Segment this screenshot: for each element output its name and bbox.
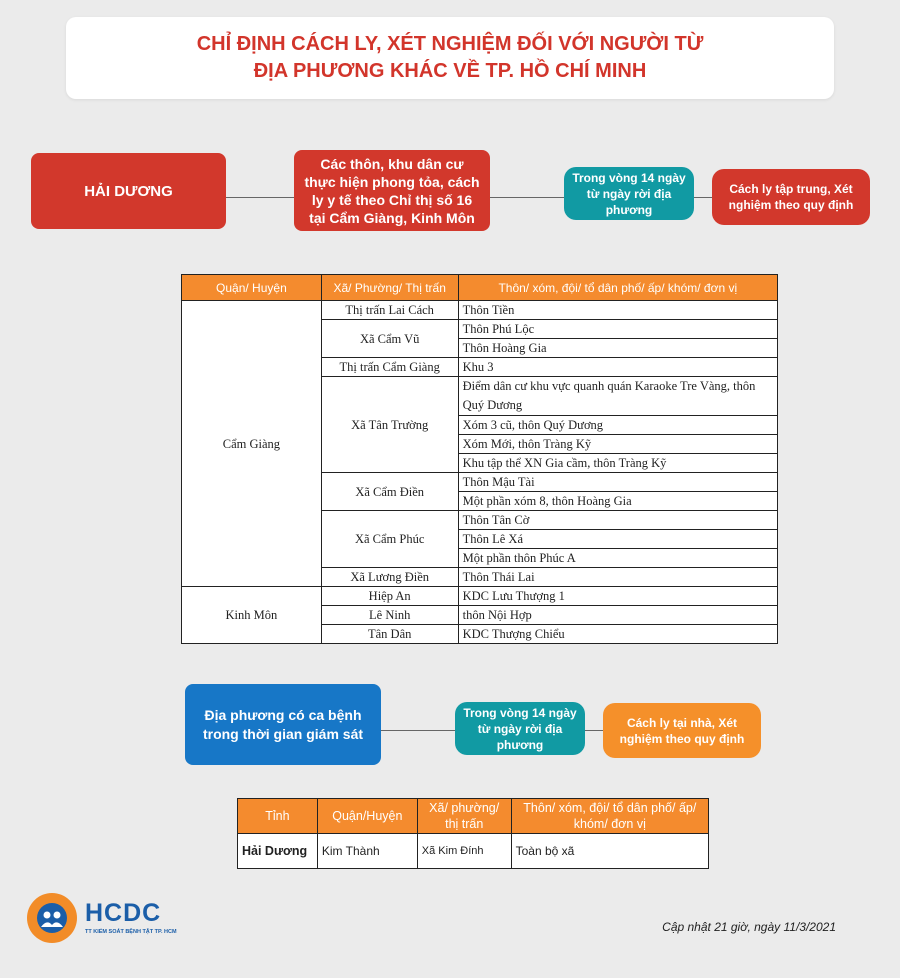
- page-title-line1: CHỈ ĐỊNH CÁCH LY, XÉT NGHIỆM ĐỐI VỚI NGƯỜI TỪ: [196, 33, 704, 55]
- logo-text: HCDC: [85, 899, 162, 927]
- quarantine-area-table: [181, 274, 778, 644]
- action-label: Cách ly tập trung, Xét nghiệm theo quy định: [728, 182, 854, 212]
- logo-emblem: [37, 903, 67, 933]
- area-cell: Một phần thôn Phúc A: [458, 549, 777, 568]
- commune-cell: Xã Cẩm Vũ: [321, 320, 458, 358]
- connector-line: [381, 730, 455, 731]
- commune-cell: Xã Lương Điền: [321, 568, 458, 587]
- table-row: [182, 301, 778, 320]
- updated-timestamp: Cập nhật 21 giờ, ngày 11/3/2021: [662, 920, 836, 934]
- period-label-2: Trong vòng 14 ngày từ ngày rời địa phương: [463, 705, 577, 752]
- province-label: HẢI DƯƠNG: [84, 182, 173, 200]
- commune-cell: Thị trấn Lai Cách: [321, 301, 458, 320]
- column-header: Quận/Huyện: [317, 799, 417, 834]
- area-cell: Xóm Mới, thôn Tràng Kỹ: [458, 435, 777, 454]
- area-cell: Thôn Hoàng Gia: [458, 339, 777, 358]
- area-cell: Xóm 3 cũ, thôn Quý Dương: [458, 416, 777, 435]
- action-box-2: [603, 703, 761, 758]
- scope-box-2: [185, 684, 381, 765]
- area-cell: thôn Nội Hợp: [458, 606, 777, 625]
- connector-line: [585, 730, 603, 731]
- title-card: [66, 17, 834, 99]
- commune-cell: Xã Cẩm Điền: [321, 473, 458, 511]
- column-header: Thôn/ xóm, đội/ tổ dân phố/ ấp/ khóm/ đơn vị: [458, 275, 777, 301]
- province-box: [31, 153, 226, 229]
- action-label-2: Cách ly tại nhà, Xét nghiệm theo quy định: [619, 715, 745, 746]
- action-box: [712, 169, 870, 225]
- district-cell: Kim Thành: [317, 834, 417, 869]
- table-header-row: [182, 275, 778, 301]
- commune-cell: Lê Ninh: [321, 606, 458, 625]
- connector-line: [694, 197, 712, 198]
- period-box-2: [455, 702, 585, 755]
- scope-box: [294, 150, 490, 231]
- area-cell: Thôn Phú Lộc: [458, 320, 777, 339]
- column-header: Xã/ Phường/ Thị trấn: [321, 275, 458, 301]
- commune-cell: Xã Tân Trường: [321, 377, 458, 473]
- area-cell: Thôn Tân Cờ: [458, 511, 777, 530]
- commune-cell: Thị trấn Cẩm Giàng: [321, 358, 458, 377]
- column-header: Tỉnh: [238, 799, 318, 834]
- area-cell: Toàn bộ xã: [511, 834, 708, 869]
- area-cell: KDC Lưu Thượng 1: [458, 587, 777, 606]
- surveillance-area-table: [237, 798, 709, 869]
- logo-subtext: TT KIỂM SOÁT BỆNH TẬT TP. HCM: [85, 929, 177, 935]
- connector-line: [226, 197, 296, 198]
- area-cell: Điểm dân cư khu vực quanh quán Karaoke Tre Vàng, thôn Quý Dương: [458, 377, 777, 416]
- connector-line: [490, 197, 564, 198]
- area-cell: Thôn Thái Lai: [458, 568, 777, 587]
- commune-cell: Xã Kim Đính: [417, 834, 511, 869]
- commune-cell: Xã Cẩm Phúc: [321, 511, 458, 568]
- area-cell: Thôn Mậu Tài: [458, 473, 777, 492]
- column-header: Thôn/ xóm, đội/ tổ dân phố/ ấp/ khóm/ đơn vị: [511, 799, 708, 834]
- district-cell: Cẩm Giàng: [182, 301, 322, 587]
- area-cell: Khu 3: [458, 358, 777, 377]
- commune-cell: Tân Dân: [321, 625, 458, 644]
- table-row: [182, 587, 778, 606]
- province-cell: Hải Dương: [238, 834, 318, 869]
- area-cell: KDC Thượng Chiểu: [458, 625, 777, 644]
- page-title-line2: ĐỊA PHƯƠNG KHÁC VỀ TP. HỒ CHÍ MINH: [253, 60, 647, 82]
- column-header: Xã/ phường/ thị trấn: [417, 799, 511, 834]
- table-row: [238, 834, 709, 869]
- period-label: Trong vòng 14 ngày từ ngày rời địa phương: [572, 170, 686, 217]
- area-cell: Thôn Tiền: [458, 301, 777, 320]
- table-header-row: [238, 799, 709, 834]
- area-cell: Khu tập thể XN Gia cầm, thôn Tràng Kỹ: [458, 454, 777, 473]
- area-cell: Một phần xóm 8, thôn Hoàng Gia: [458, 492, 777, 511]
- scope-label-2: Địa phương có ca bệnh trong thời gian giám sát: [202, 706, 364, 742]
- commune-cell: Hiệp An: [321, 587, 458, 606]
- area-cell: Thôn Lê Xá: [458, 530, 777, 549]
- column-header: Quận/ Huyện: [182, 275, 322, 301]
- district-cell: Kinh Môn: [182, 587, 322, 644]
- period-box: [564, 167, 694, 220]
- scope-label: Các thôn, khu dân cư thực hiện phong tỏa, cách ly y tế theo Chỉ thị số 16 tại Cẩm Giàng, Kinh Môn: [304, 155, 480, 226]
